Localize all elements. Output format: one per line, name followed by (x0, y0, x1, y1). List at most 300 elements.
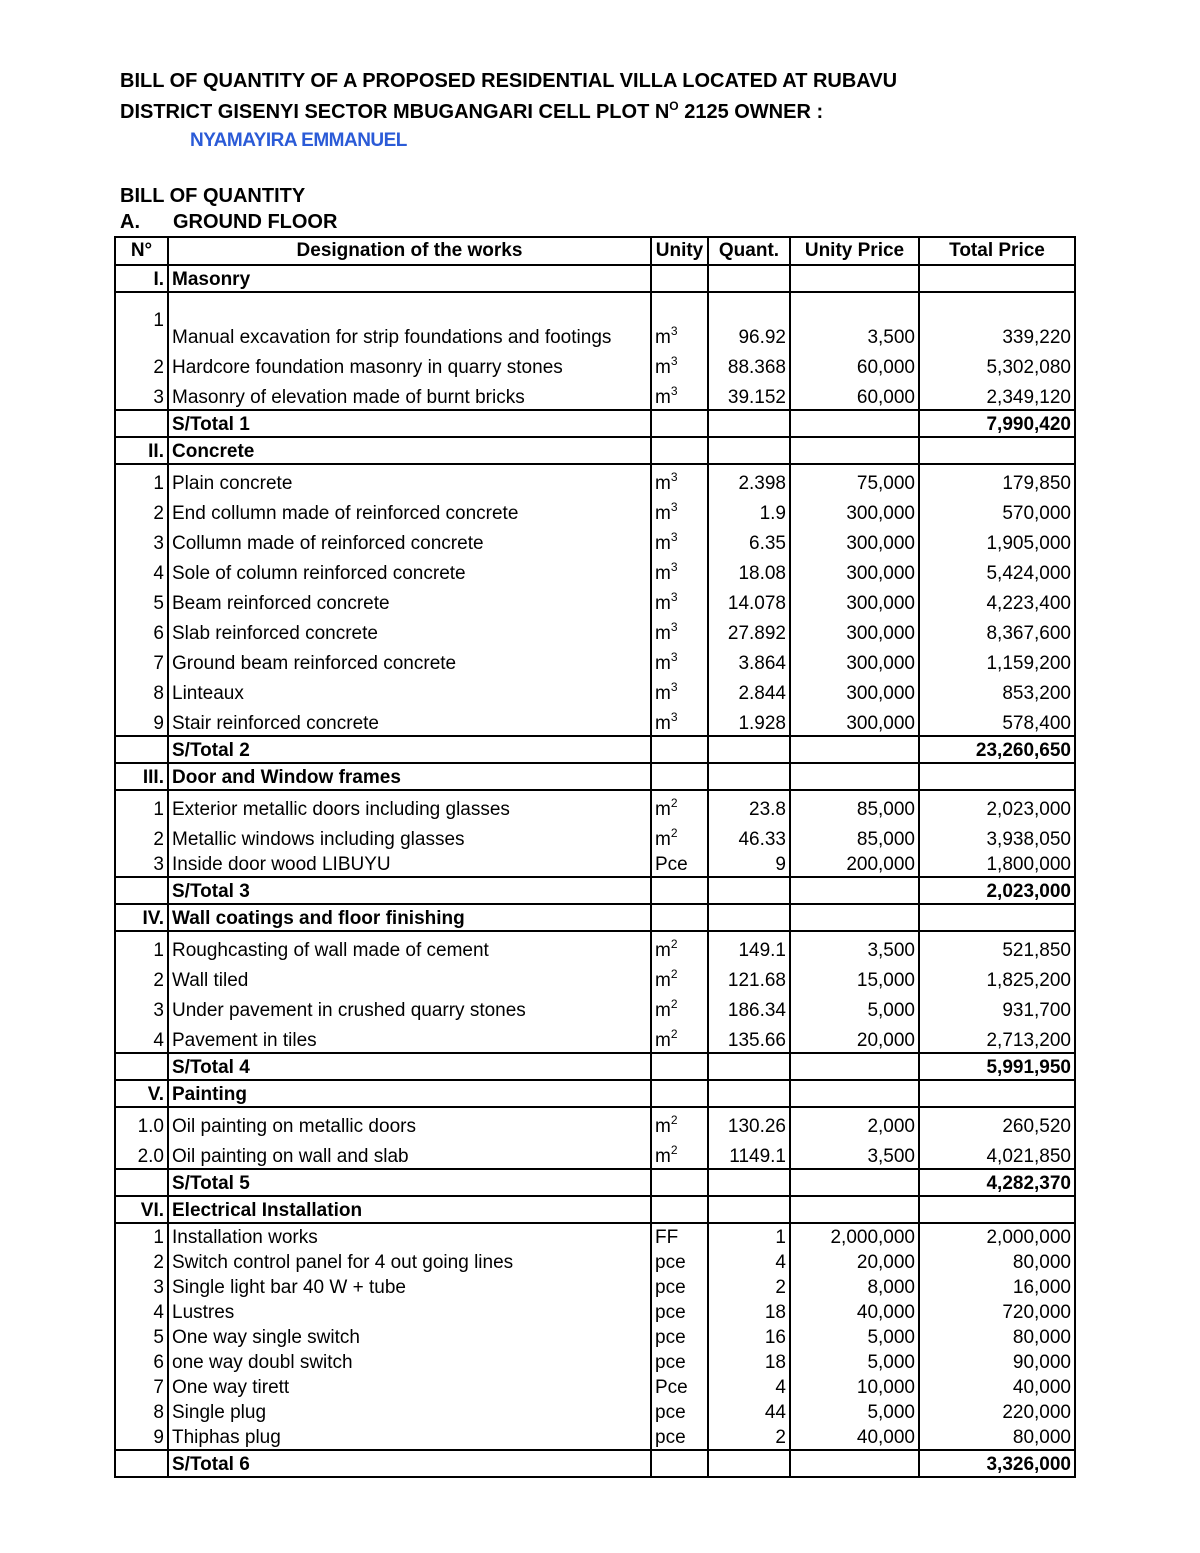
unit-exponent: 3 (670, 710, 678, 724)
item-designation: Single light bar 40 W + tube (168, 1274, 651, 1299)
item-unit (651, 349, 708, 379)
item-number: 2 (115, 1249, 168, 1274)
empty-cell (651, 904, 708, 931)
unit-base: m (655, 940, 671, 961)
item-unit-price: 20,000 (790, 1249, 919, 1274)
item-number: 2 (115, 962, 168, 992)
item-designation: Masonry of elevation made of burnt bricks (168, 379, 651, 410)
item-designation: Inside door wood LIBUYU (168, 851, 651, 877)
section-title: Door and Window frames (168, 763, 651, 790)
item-number: 1 (115, 292, 168, 349)
unit-base: pce (655, 1352, 686, 1373)
section-number: VI. (115, 1196, 168, 1223)
empty-cell (651, 1196, 708, 1223)
item-designation: one way doubl switch (168, 1349, 651, 1374)
unit-base: m (655, 327, 671, 348)
item-unit (651, 1022, 708, 1053)
item-unit-price: 75,000 (790, 464, 919, 495)
unit-exponent: 2 (670, 1027, 678, 1041)
item-quantity: 1 (708, 1223, 790, 1249)
item-unit-price: 60,000 (790, 349, 919, 379)
empty-cell (115, 736, 168, 763)
item-unit (651, 992, 708, 1022)
section-header-row (115, 763, 1075, 790)
item-unit-price: 40,000 (790, 1424, 919, 1450)
section-number: II. (115, 437, 168, 464)
item-unit (651, 1249, 708, 1274)
item-quantity: 27.892 (708, 615, 790, 645)
subtotal-label: S/Total 6 (168, 1450, 651, 1477)
item-quantity: 39.152 (708, 379, 790, 410)
subtotal-row (115, 877, 1075, 904)
item-total-price: 5,424,000 (919, 555, 1075, 585)
subtotal-row (115, 736, 1075, 763)
owner-name: NYAMAYIRA EMMANUEL (190, 130, 407, 151)
empty-cell (790, 410, 919, 437)
item-designation: Metallic windows including glasses (168, 821, 651, 851)
empty-cell (790, 736, 919, 763)
floor-heading (120, 211, 338, 234)
empty-cell (651, 763, 708, 790)
item-quantity: 1.928 (708, 705, 790, 736)
unit-base: m (655, 970, 671, 991)
unit-base: m (655, 533, 671, 554)
item-total-price: 1,905,000 (919, 525, 1075, 555)
subtotal-label: S/Total 5 (168, 1169, 651, 1196)
item-unit (651, 645, 708, 675)
subtotal-row (115, 1169, 1075, 1196)
item-unit (651, 585, 708, 615)
empty-cell (708, 1053, 790, 1080)
unit-base: m (655, 1116, 671, 1137)
empty-cell (919, 763, 1075, 790)
item-unit-price: 300,000 (790, 495, 919, 525)
item-quantity: 2 (708, 1424, 790, 1450)
subtotal-label: S/Total 1 (168, 410, 651, 437)
unit-base: m (655, 713, 671, 734)
section-title: Painting (168, 1080, 651, 1107)
table-row (115, 851, 1075, 877)
item-unit (651, 292, 708, 349)
item-number: 4 (115, 555, 168, 585)
item-total-price: 1,800,000 (919, 851, 1075, 877)
unit-base: m (655, 1030, 671, 1051)
item-designation: Single plug (168, 1399, 651, 1424)
table-row (115, 349, 1075, 379)
item-quantity: 44 (708, 1399, 790, 1424)
item-designation: Oil painting on wall and slab (168, 1138, 651, 1169)
item-unit (651, 1138, 708, 1169)
item-number: 3 (115, 525, 168, 555)
unit-base: FF (655, 1227, 679, 1248)
item-unit (651, 525, 708, 555)
item-total-price: 4,021,850 (919, 1138, 1075, 1169)
table-row (115, 790, 1075, 821)
subtotal-row (115, 410, 1075, 437)
section-header-row (115, 1196, 1075, 1223)
item-number: 2 (115, 821, 168, 851)
item-unit (651, 675, 708, 705)
table-row (115, 675, 1075, 705)
item-total-price: 2,023,000 (919, 790, 1075, 821)
item-quantity: 23.8 (708, 790, 790, 821)
empty-cell (115, 877, 168, 904)
item-unit-price: 40,000 (790, 1299, 919, 1324)
item-quantity: 186.34 (708, 992, 790, 1022)
empty-cell (790, 1080, 919, 1107)
item-total-price: 720,000 (919, 1299, 1075, 1324)
unit-base: m (655, 623, 671, 644)
empty-cell (708, 1196, 790, 1223)
section-title: Masonry (168, 265, 651, 292)
table-row (115, 379, 1075, 410)
item-unit-price: 10,000 (790, 1374, 919, 1399)
item-number: 3 (115, 851, 168, 877)
item-quantity: 3.864 (708, 645, 790, 675)
empty-cell (651, 1080, 708, 1107)
unit-base: m (655, 357, 671, 378)
item-unit (651, 464, 708, 495)
item-total-price: 4,223,400 (919, 585, 1075, 615)
table-row (115, 615, 1075, 645)
unit-base: m (655, 1146, 671, 1167)
unit-base: Pce (655, 1377, 688, 1398)
item-designation: Wall tiled (168, 962, 651, 992)
item-number: 3 (115, 992, 168, 1022)
empty-cell (651, 877, 708, 904)
item-number: 4 (115, 1022, 168, 1053)
empty-cell (790, 904, 919, 931)
table-row (115, 1424, 1075, 1450)
table-row (115, 1274, 1075, 1299)
empty-cell (919, 904, 1075, 931)
empty-cell (790, 437, 919, 464)
item-unit (651, 1424, 708, 1450)
item-total-price: 8,367,600 (919, 615, 1075, 645)
item-designation: Lustres (168, 1299, 651, 1324)
item-designation: Installation works (168, 1223, 651, 1249)
subtotal-value: 4,282,370 (919, 1169, 1075, 1196)
unit-exponent: 2 (670, 796, 678, 810)
item-quantity: 130.26 (708, 1107, 790, 1138)
item-number: 5 (115, 1324, 168, 1349)
unit-base: pce (655, 1402, 686, 1423)
section-number: IV. (115, 904, 168, 931)
item-total-price: 220,000 (919, 1399, 1075, 1424)
item-number: 9 (115, 1424, 168, 1450)
item-designation: Switch control panel for 4 out going lines (168, 1249, 651, 1274)
plot-number-superscript: O (669, 99, 679, 113)
section-title: Concrete (168, 437, 651, 464)
item-quantity: 4 (708, 1249, 790, 1274)
unit-exponent: 3 (670, 650, 678, 664)
item-unit (651, 1324, 708, 1349)
unit-base: pce (655, 1277, 686, 1298)
item-unit (651, 1299, 708, 1324)
table-row (115, 992, 1075, 1022)
empty-cell (708, 1169, 790, 1196)
item-designation: Ground beam reinforced concrete (168, 645, 651, 675)
section-number: III. (115, 763, 168, 790)
empty-cell (790, 265, 919, 292)
empty-cell (790, 1169, 919, 1196)
section-header-row (115, 904, 1075, 931)
empty-cell (115, 1169, 168, 1196)
table-row (115, 1324, 1075, 1349)
item-unit-price: 85,000 (790, 790, 919, 821)
table-row (115, 1399, 1075, 1424)
item-unit-price: 5,000 (790, 1324, 919, 1349)
unit-exponent: 3 (670, 530, 678, 544)
item-unit-price: 15,000 (790, 962, 919, 992)
subtotal-value: 5,991,950 (919, 1053, 1075, 1080)
item-number: 6 (115, 615, 168, 645)
item-unit-price: 300,000 (790, 525, 919, 555)
item-quantity: 88.368 (708, 349, 790, 379)
subtotal-value: 2,023,000 (919, 877, 1075, 904)
subtotal-row (115, 1450, 1075, 1477)
item-number: 8 (115, 1399, 168, 1424)
unit-base: pce (655, 1427, 686, 1448)
empty-cell (651, 736, 708, 763)
item-designation: Sole of column reinforced concrete (168, 555, 651, 585)
empty-cell (651, 410, 708, 437)
item-total-price: 5,302,080 (919, 349, 1075, 379)
unit-base: m (655, 387, 671, 408)
title-line-2-part-b: 2125 OWNER : (678, 101, 824, 123)
table-row (115, 1249, 1075, 1274)
item-total-price: 931,700 (919, 992, 1075, 1022)
bill-of-quantity-table (114, 236, 1076, 1478)
item-quantity: 121.68 (708, 962, 790, 992)
item-unit-price: 2,000,000 (790, 1223, 919, 1249)
item-unit-price: 2,000 (790, 1107, 919, 1138)
empty-cell (790, 1196, 919, 1223)
empty-cell (708, 1080, 790, 1107)
item-number: 2.0 (115, 1138, 168, 1169)
table-row (115, 464, 1075, 495)
unit-base: m (655, 1000, 671, 1021)
item-total-price: 16,000 (919, 1274, 1075, 1299)
item-total-price: 578,400 (919, 705, 1075, 736)
subtotal-value: 23,260,650 (919, 736, 1075, 763)
item-total-price: 853,200 (919, 675, 1075, 705)
empty-cell (708, 1450, 790, 1477)
item-quantity: 2.844 (708, 675, 790, 705)
item-number: 2 (115, 349, 168, 379)
section-header-row (115, 1080, 1075, 1107)
floor-label: A. (120, 211, 140, 233)
item-designation: Under pavement in crushed quarry stones (168, 992, 651, 1022)
item-unit (651, 851, 708, 877)
table-row (115, 1138, 1075, 1169)
document-title-line-2 (120, 101, 823, 124)
empty-cell (708, 437, 790, 464)
subtotal-label: S/Total 4 (168, 1053, 651, 1080)
item-total-price: 521,850 (919, 931, 1075, 962)
item-number: 1 (115, 1223, 168, 1249)
item-number: 9 (115, 705, 168, 736)
item-unit (651, 705, 708, 736)
item-unit (651, 821, 708, 851)
item-number: 7 (115, 645, 168, 675)
unit-exponent: 3 (670, 560, 678, 574)
empty-cell (790, 1450, 919, 1477)
empty-cell (708, 736, 790, 763)
item-unit-price: 5,000 (790, 1399, 919, 1424)
unit-base: m (655, 503, 671, 524)
section-title: Wall coatings and floor finishing (168, 904, 651, 931)
item-number: 1.0 (115, 1107, 168, 1138)
item-quantity: 149.1 (708, 931, 790, 962)
empty-cell (790, 877, 919, 904)
item-total-price: 80,000 (919, 1249, 1075, 1274)
item-unit-price: 300,000 (790, 705, 919, 736)
unit-exponent: 3 (670, 324, 678, 338)
unit-exponent: 3 (670, 680, 678, 694)
item-total-price: 80,000 (919, 1424, 1075, 1450)
item-unit-price: 8,000 (790, 1274, 919, 1299)
item-quantity: 2.398 (708, 464, 790, 495)
item-total-price: 40,000 (919, 1374, 1075, 1399)
col-header-quantity: Quant. (708, 237, 790, 265)
item-total-price: 339,220 (919, 292, 1075, 349)
unit-base: pce (655, 1252, 686, 1273)
unit-exponent: 2 (670, 1113, 678, 1127)
table-row (115, 1107, 1075, 1138)
title-line-2-part-a: DISTRICT GISENYI SECTOR MBUGANGARI CELL PLOT N (120, 101, 670, 123)
item-total-price: 90,000 (919, 1349, 1075, 1374)
item-number: 1 (115, 790, 168, 821)
item-designation: Hardcore foundation masonry in quarry stones (168, 349, 651, 379)
item-total-price: 3,938,050 (919, 821, 1075, 851)
item-designation: Oil painting on metallic doors (168, 1107, 651, 1138)
item-quantity: 14.078 (708, 585, 790, 615)
item-unit (651, 495, 708, 525)
empty-cell (708, 904, 790, 931)
item-unit-price: 300,000 (790, 555, 919, 585)
table-body (115, 265, 1075, 1477)
item-designation: Manual excavation for strip foundations and footings (168, 292, 651, 349)
unit-exponent: 2 (670, 1143, 678, 1157)
item-number: 3 (115, 1274, 168, 1299)
table-row (115, 1374, 1075, 1399)
item-total-price: 2,713,200 (919, 1022, 1075, 1053)
section-title: Electrical Installation (168, 1196, 651, 1223)
empty-cell (708, 877, 790, 904)
item-total-price: 2,000,000 (919, 1223, 1075, 1249)
unit-exponent: 3 (670, 354, 678, 368)
table-row (115, 821, 1075, 851)
item-unit-price: 3,500 (790, 931, 919, 962)
item-quantity: 4 (708, 1374, 790, 1399)
unit-exponent: 2 (670, 967, 678, 981)
item-number: 3 (115, 379, 168, 410)
item-unit-price: 200,000 (790, 851, 919, 877)
boq-title: BILL OF QUANTITY (120, 185, 306, 207)
item-unit-price: 300,000 (790, 585, 919, 615)
item-number: 5 (115, 585, 168, 615)
item-unit (651, 1223, 708, 1249)
item-quantity: 18.08 (708, 555, 790, 585)
item-quantity: 18 (708, 1299, 790, 1324)
unit-base: Pce (655, 854, 688, 875)
item-quantity: 2 (708, 1274, 790, 1299)
empty-cell (115, 410, 168, 437)
table-row (115, 555, 1075, 585)
item-unit (651, 790, 708, 821)
item-unit-price: 3,500 (790, 1138, 919, 1169)
subtotal-row (115, 1053, 1075, 1080)
item-number: 4 (115, 1299, 168, 1324)
unit-base: pce (655, 1302, 686, 1323)
unit-base: m (655, 683, 671, 704)
empty-cell (790, 1053, 919, 1080)
col-header-unit-price: Unity Price (790, 237, 919, 265)
table-row (115, 705, 1075, 736)
table-row (115, 962, 1075, 992)
item-unit (651, 931, 708, 962)
document-title-line-1: BILL OF QUANTITY OF A PROPOSED RESIDENTIAL VILLA LOCATED AT RUBAVU (120, 70, 898, 92)
unit-base: m (655, 653, 671, 674)
empty-cell (651, 1053, 708, 1080)
empty-cell (790, 763, 919, 790)
unit-base: m (655, 799, 671, 820)
item-number: 7 (115, 1374, 168, 1399)
table-row (115, 645, 1075, 675)
item-designation: Thiphas plug (168, 1424, 651, 1450)
item-total-price: 1,825,200 (919, 962, 1075, 992)
unit-base: m (655, 473, 671, 494)
empty-cell (708, 763, 790, 790)
table-row (115, 525, 1075, 555)
unit-exponent: 2 (670, 937, 678, 951)
item-designation: One way tirett (168, 1374, 651, 1399)
unit-exponent: 3 (670, 470, 678, 484)
unit-exponent: 2 (670, 997, 678, 1011)
col-header-unit: Unity (651, 237, 708, 265)
table-row (115, 585, 1075, 615)
item-quantity: 96.92 (708, 292, 790, 349)
subtotal-label: S/Total 2 (168, 736, 651, 763)
empty-cell (115, 1450, 168, 1477)
item-number: 8 (115, 675, 168, 705)
col-header-designation: Designation of the works (168, 237, 651, 265)
unit-exponent: 3 (670, 500, 678, 514)
subtotal-label: S/Total 3 (168, 877, 651, 904)
item-unit-price: 85,000 (790, 821, 919, 851)
table-row (115, 1299, 1075, 1324)
section-header-row (115, 265, 1075, 292)
item-quantity: 18 (708, 1349, 790, 1374)
empty-cell (115, 1053, 168, 1080)
item-total-price: 2,349,120 (919, 379, 1075, 410)
item-total-price: 1,159,200 (919, 645, 1075, 675)
table-row (115, 495, 1075, 525)
table-row (115, 1349, 1075, 1374)
table-header-row (115, 237, 1075, 265)
empty-cell (651, 265, 708, 292)
item-total-price: 570,000 (919, 495, 1075, 525)
item-quantity: 9 (708, 851, 790, 877)
col-header-no: N° (115, 237, 168, 265)
unit-exponent: 3 (670, 590, 678, 604)
item-unit-price: 20,000 (790, 1022, 919, 1053)
item-unit (651, 555, 708, 585)
item-designation: Exterior metallic doors including glasses (168, 790, 651, 821)
item-unit (651, 615, 708, 645)
item-designation: End collumn made of reinforced concrete (168, 495, 651, 525)
